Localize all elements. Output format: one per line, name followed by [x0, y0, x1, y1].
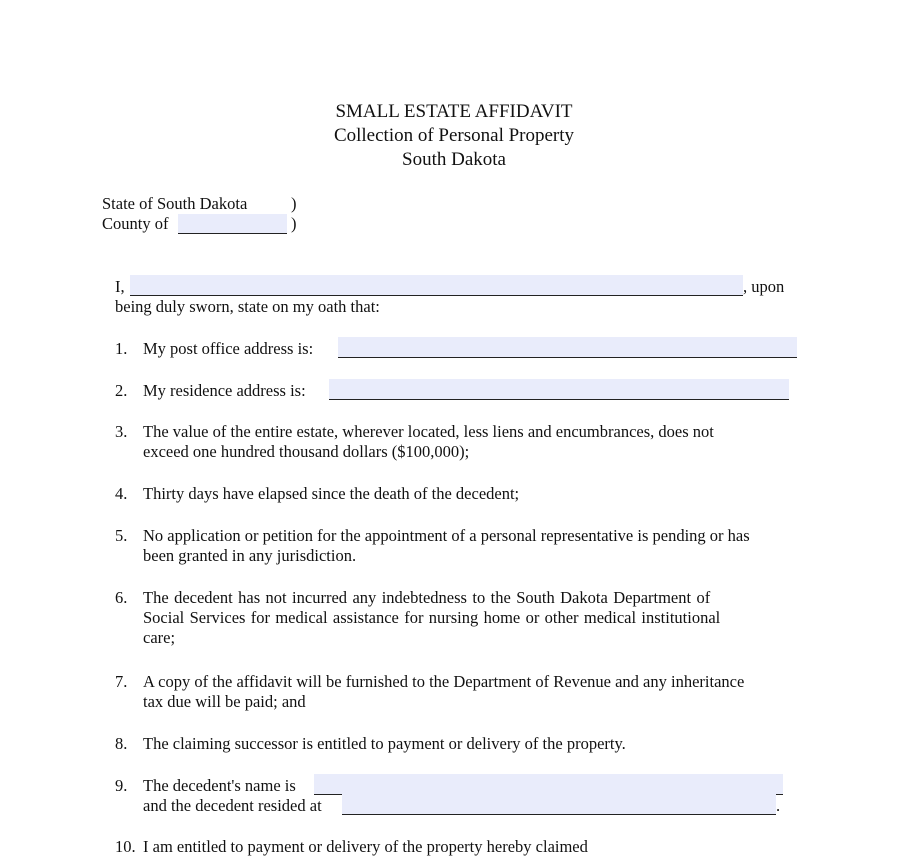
item-number: 4.: [115, 484, 128, 503]
item-text: A copy of the affidavit will be furnished to the Department of Revenue and any inheritance: [143, 672, 745, 691]
item-text: been granted in any jurisdiction.: [143, 546, 357, 565]
intro-oath: being duly sworn, state on my oath that:: [115, 297, 380, 316]
county-input[interactable]: [178, 214, 287, 234]
item-text: No application or petition for the appointment of a personal representative is pending or has: [143, 526, 750, 545]
item-text: exceed one hundred thousand dollars ($100,000);: [143, 442, 470, 461]
post-office-address-input[interactable]: [338, 337, 797, 358]
item-text: The value of the entire estate, wherever located, less liens and encumbrances, does not: [143, 422, 714, 441]
item-number: 7.: [115, 672, 128, 691]
document-state: South Dakota: [402, 149, 506, 170]
document-subtitle: Collection of Personal Property: [333, 125, 575, 146]
intro-suffix: , upon: [743, 277, 785, 296]
residence-address-label: My residence address is:: [143, 381, 306, 400]
item-text: care;: [143, 628, 176, 647]
venue-paren: ): [291, 194, 297, 213]
venue-paren: ): [291, 214, 297, 233]
item-text: Thirty days have elapsed since the death of the decedent;: [143, 484, 520, 503]
county-label: County of: [102, 214, 169, 233]
item-number: 10.: [115, 837, 136, 856]
period: .: [776, 796, 781, 815]
decedent-name-input[interactable]: [314, 774, 783, 795]
item-number: 9.: [115, 776, 128, 795]
decedent-residence-input[interactable]: [342, 794, 776, 815]
decedent-name-label: The decedent's name is: [143, 776, 296, 795]
item-text: Social Services for medical assistance for nursing home or other medical institutional: [143, 608, 721, 627]
item-number: 2.: [115, 381, 128, 400]
item-text: tax due will be paid; and: [143, 692, 306, 711]
post-office-label: My post office address is:: [143, 339, 314, 358]
item-text: The decedent has not incurred any indebtedness to the South Dakota Department of: [143, 588, 711, 607]
item-number: 3.: [115, 422, 128, 441]
item-number: 5.: [115, 526, 128, 545]
item-number: 1.: [115, 339, 128, 358]
item-number: 6.: [115, 588, 128, 607]
item-text: I am entitled to payment or delivery of the property hereby claimed: [143, 837, 588, 856]
affiant-name-input[interactable]: [130, 275, 743, 296]
decedent-residence-label: and the decedent resided at: [143, 796, 322, 815]
document-title: SMALL ESTATE AFFIDAVIT: [335, 101, 573, 122]
state-label: State of South Dakota: [102, 194, 248, 213]
intro-prefix: I,: [115, 277, 125, 296]
residence-address-input[interactable]: [329, 379, 789, 400]
item-text: The claiming successor is entitled to payment or delivery of the property.: [143, 734, 626, 753]
item-number: 8.: [115, 734, 128, 753]
